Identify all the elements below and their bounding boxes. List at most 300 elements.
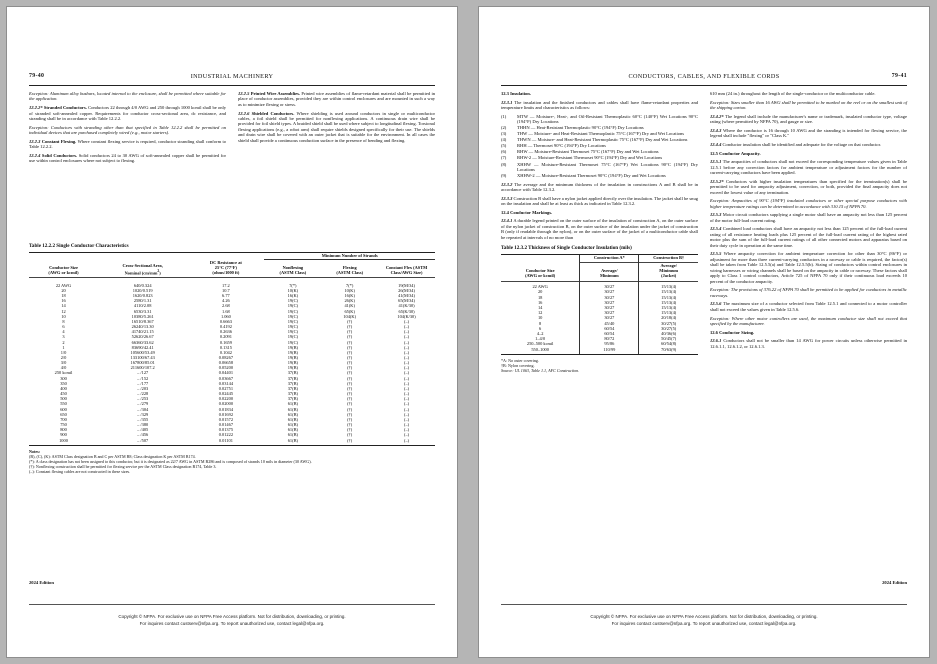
table-cell: 1.060 (220, 313, 231, 319)
page-footer-right (501, 614, 907, 627)
section-number: 12.5.2* (710, 178, 724, 184)
section-body: Construction B shall have a nylon jacket applied directly over the insulation. The jacket shall be snug on the insulation and shall be at least as thick as indicated in Table 12.3.2. (501, 195, 699, 207)
table-cell: (–) (403, 411, 410, 417)
table-1222-caption: Table 12.2.2 Single Conductor Characteristics (29, 243, 129, 249)
section-paragraph (710, 179, 907, 195)
section-number: 12.5.3 (710, 212, 722, 218)
table-cell: 12 (61, 308, 66, 314)
table-cell: 19(B) (287, 344, 298, 350)
column-left-1 (29, 91, 226, 167)
table-row (29, 438, 435, 446)
table-cell: 37(B) (287, 380, 298, 386)
section-paragraph (501, 196, 698, 207)
section-number: 12.3.1 (501, 99, 513, 105)
list-item-text: RHW-2 — Moisture-Resistant Thermoset 90°C (194°F) Dry and Wet Locations (517, 155, 663, 161)
table-cell: (–) (403, 422, 410, 428)
table-cell: 640/0.324 (133, 282, 152, 288)
table-cell: 0.08267 (218, 355, 234, 360)
table-cell: 66360/33.62 (131, 339, 154, 345)
table-cell: 15/13(4) (639, 282, 698, 290)
table-cell: 17.2 (222, 282, 230, 288)
table-cell: 61(B) (287, 416, 298, 422)
table-cell: (†) (347, 324, 353, 330)
table-cell: 450 (60, 391, 67, 397)
table-cell: 0.06658 (218, 360, 234, 366)
table-cell: 19(C) (287, 318, 298, 324)
page-folio-left: 79-40 (29, 73, 45, 79)
list-item (501, 131, 698, 136)
table-cell: 105600/53.49 (130, 349, 155, 355)
table-cell: (–) (403, 344, 410, 350)
col-header-construction-b: Construction B† (639, 255, 698, 263)
table-cell: 10(K) (287, 287, 299, 293)
table-note: (B), (C), (K): ASTM Class designation B and C per ASTM B8; Class designation K per ASTM B174. (29, 453, 196, 459)
table-cell: 18 (61, 293, 66, 299)
document-page-right (478, 6, 930, 658)
table-cell: 19(B) (287, 365, 298, 371)
table-cell: 10(K) (344, 287, 355, 293)
col-header-average-minimum: Average/ Minimum (580, 263, 639, 281)
table-cell: (–) (403, 339, 410, 345)
table-cell: 19(C) (287, 308, 298, 314)
table-1222-body (29, 280, 435, 445)
table-cell: 7(*) (346, 282, 354, 288)
table-1232-wrap (501, 245, 698, 372)
table-cell: 22 AWG (532, 284, 548, 290)
table-cell: 26(K) (344, 298, 355, 304)
section-body: Where the conductor is 16 through 10 AWG and the stranding is intended for flexing service, the legend shall include "flexing" or "Class K." (710, 127, 907, 139)
table-cell: – /152 (137, 375, 149, 381)
table-cell: (–) (403, 349, 410, 355)
table-cell: 7(*) (289, 282, 297, 288)
table-cell: 8 (539, 320, 542, 326)
footer-copyright: Copyright © NFPA. For exclusive use on NFPA Free Access platform. Not for distribution, downloading, or printing. (590, 614, 818, 620)
table-1222-wrap (29, 243, 435, 474)
table-cell: 900 (60, 432, 67, 438)
table-cell: 30/27(5) (639, 321, 698, 326)
section-number: 12.4.2* (710, 113, 724, 119)
table-cell: 41(K) (344, 303, 355, 309)
table-cell: (†) (347, 375, 353, 381)
table-cell: 19(C) (287, 298, 298, 304)
col-header-conductor-size: Conductor Size (AWG or kcmil) (48, 264, 79, 276)
table-cell: (–) (403, 432, 410, 438)
section-number: 12.2.6 (238, 110, 250, 116)
table-cell: 40/36(6) (639, 331, 698, 336)
section-number: 12.2.5 (238, 91, 250, 96)
col-header-dc-resistance: DC Resistance at 25°C (77°F) (ohms/1000 ft) (209, 259, 242, 276)
exception-paragraph: Exception: Ampacities of 90°C (194°F) insulated conductors or other special purpose conductors with higher temperature ratings can be determined in accordance with 310.15 of NFPA 70. (710, 198, 907, 209)
table-cell: 19(C) (287, 329, 298, 335)
table-1222-head (29, 253, 435, 281)
exception-paragraph: Exception: Sizes smaller than 16 AWG shall be permitted to be marked on the reel or on the smallest unit of the shipping carton. (710, 99, 907, 111)
table-1232-grouprow (501, 255, 698, 263)
section-heading: Stranded Conductors. (43, 105, 87, 111)
exception-paragraph: Exception: Where other motor controllers are used, the maximum conductor size shall not exceed that specified by the manufacturer. (710, 315, 907, 327)
list-item-text: MTW — Moisture-, Heat-, and Oil-Resistant Thermoplastic 60°C (140°F) Wet Locations 90°C (194°F) Dry Locations (517, 113, 698, 125)
table-note: (–): Constant flexing cables are not constructed in these sizes. (29, 468, 131, 474)
table-cell: 52620/26.67 (131, 334, 154, 340)
table-cell: 19(B) (287, 355, 298, 360)
table-cell: 95/86 (580, 341, 639, 346)
list-item-text: THWN — Moisture- and Heat-Resistant Thermoplastic 75°C (167°F) Dry and Wet Locations (517, 137, 688, 143)
table-1222-group-header: Minimum Number of Strands (264, 253, 435, 260)
table-cell: 0.4192 (219, 324, 232, 330)
edition-label-right: 2024 Edition (882, 580, 907, 585)
table-cell: (†) (347, 391, 353, 397)
table-cell: (–) (403, 324, 410, 330)
table-cell: 19(M/34) (398, 282, 415, 288)
column-left-2 (238, 91, 435, 167)
section-number: 12.6.1 (710, 338, 722, 344)
list-item-text: XHHW — Moisture-Resistant Thermoset 75°C (167°F) Wet Locations 90°C (194°F) Dry Locations (517, 161, 698, 172)
table-note: (*): A class designation has not been assigned to this conductor, but it is designated as 22/7 AWG in ASTM B286 and is composed of strands 10 mils in diameter (30 AWG). (29, 458, 312, 464)
section-number: 12.4.4 (710, 141, 722, 147)
list-item (501, 137, 698, 142)
list-item (501, 162, 698, 173)
table-cell: 6.77 (222, 293, 230, 299)
table-cell: 500 (60, 396, 67, 402)
table-cell: 37(B) (287, 375, 298, 381)
table-cell: 30/27 (580, 305, 639, 310)
list-item-number: (2) (501, 125, 507, 131)
list-item (501, 125, 698, 130)
table-1232-footnotes (501, 358, 698, 373)
table-cell: (–) (403, 427, 410, 433)
table-cell: 2/0 (60, 355, 67, 360)
table-cell: 0.02200 (218, 396, 234, 402)
table-cell: 19(C) (287, 339, 298, 345)
table-cell: 0.2636 (219, 329, 232, 335)
table-cell: 41(K/30) (398, 303, 415, 309)
table-cell: 41740/21.15 (131, 329, 154, 335)
table-cell: 20/18(4) (639, 315, 698, 320)
running-head-title-right: CONDUCTORS, CABLES, AND FLEXIBLE CORDS (628, 73, 780, 80)
table-cell: 19(C) (287, 334, 298, 340)
table-cell: 300 (60, 375, 67, 381)
table-1232-body (501, 282, 698, 355)
table-cell: 4.26 (222, 298, 230, 304)
body-columns-right (501, 91, 907, 373)
table-cell: 30/27(5) (639, 326, 698, 331)
table-cell: – /405 (137, 427, 149, 433)
table-cell: 83690/42.41 (131, 344, 154, 350)
body-columns-left (29, 91, 435, 167)
table-cell: 60/54 (580, 331, 639, 336)
table-cell: 65(K) (344, 308, 355, 314)
section-heading: Constant Flexing. (41, 138, 77, 144)
table-cell: 26240/13.30 (131, 324, 154, 330)
list-item-number: (4) (501, 137, 507, 143)
section-number: 12.5.4 (710, 226, 722, 232)
list-item (501, 173, 698, 178)
page-footer-left (29, 614, 435, 627)
table-1232-header-row (501, 263, 698, 281)
table-cell: 19(C) (287, 324, 298, 330)
running-head-rule-right (501, 85, 907, 86)
table-cell: – /456 (137, 432, 149, 438)
table-1222 (29, 252, 435, 446)
col-header-constant-flex: Constant Flex (ASTM Class/AWG Size) (385, 264, 428, 276)
table-cell: – /507 (137, 437, 149, 443)
table-cell: 16 (61, 298, 66, 304)
table-cell: 0.01572 (218, 416, 234, 422)
table-cell: (–) (403, 355, 410, 360)
section-heading: Solid Conductors. (41, 152, 78, 158)
table-cell: 19(C) (287, 313, 298, 319)
table-row (29, 280, 435, 288)
table-1222-grouprow (29, 253, 435, 260)
section-number: 12.3.3 (501, 195, 513, 201)
section-body: The average and the minimum thickness of the insulation in constructions A and B shall be in accordance with Table 12.3.2. (501, 181, 698, 193)
edition-label-left: 2024 Edition (29, 580, 54, 585)
table-cell: (†) (347, 370, 353, 376)
table-cell: 0.05200 (218, 365, 234, 371)
section-paragraph (710, 142, 907, 147)
table-cell: 104(K/30) (397, 313, 416, 319)
section-number: 12.4.3 (710, 127, 722, 133)
table-cell: 2.68 (222, 303, 230, 309)
section-body: Where shielding is used around conductors in single or multiconductor cables, a foil shield shall be permitted for nonflexing applications. A continuous drain wire shall be provided for foil shield types. A braided shield shall be used where subject to longitudinal flexing. Torsional flexing applications (e.g., a robot arm) shall require shields designed specifically for their use. The shields and drain wire shall be covered with an outer jacket that is suitable for the environment. In all cases the shield shall provide a continuous conduction surface in the presence of bending and flexing. (238, 110, 435, 143)
section-number: 12.2.2* (29, 105, 43, 111)
section-heading: 12.4 Conductor Markings. (501, 209, 553, 215)
table-cell: 70/63(9) (639, 347, 698, 355)
table-cell: 22 AWG (55, 282, 72, 288)
section-paragraph (710, 91, 907, 96)
table-cell: 0.2091 (219, 334, 232, 340)
table-cell: 0.03667 (218, 375, 234, 381)
section-body: Conductors shall not be smaller than 14 AWG for power circuits unless otherwise permitted in 12.6.1.1, 12.6.1.2, or 12.6.1.3. (710, 338, 907, 349)
list-item-text: XHHW-2 — Moisture-Resistant Thermoset 90°C (194°F) Dry and Wet Locations (517, 173, 666, 179)
section-number: 12.4.1 (501, 218, 513, 224)
table-cell: 1000 (59, 437, 68, 443)
table-cell: (–) (403, 391, 410, 397)
table-cell: 37(B) (287, 396, 298, 402)
table-cell: – /355 (137, 416, 149, 422)
section-body: Conductors 22 through 4/0 AWG and 250 through 1000 kcmil shall be only of stranded soft-annealed copper. Requirements for conductor cross-sectional area, dc resistance, and stranding shall be in accordance with Table 12.2.2. (29, 105, 227, 121)
section-number: 12.2.3 (29, 138, 41, 144)
section-heading: Printed Wire Assemblies. (250, 91, 301, 96)
table-cell: 1–4/0 (535, 336, 546, 342)
table-cell: 0.02000 (218, 401, 234, 407)
table-cell: 600 (60, 406, 67, 412)
table-cell: (†) (347, 349, 353, 355)
table-cell: 60/54 (580, 326, 639, 331)
table-cell: (–) (403, 401, 410, 407)
table-cell: 50/45(7) (639, 336, 698, 341)
table-cell: 400 (60, 385, 67, 391)
table-cell: 41(M/34) (398, 293, 415, 299)
table-footnote: *A: No outer covering. (501, 357, 539, 363)
list-item-number: (5) (501, 143, 507, 149)
list-item (501, 155, 698, 160)
table-cell: (†) (347, 385, 353, 391)
table-cell: 1620/0.823 (132, 293, 153, 299)
table-cell: 65(K/30) (398, 308, 415, 314)
section-body: A durable legend printed on the outer surface of the insulation of construction A, on the outer surface of the nylon jacket of construction B, on the outer surface of the insulation under the jacket of construction B (only if readable through the nylon), or on the outer surface of the jacket of a multiconductor cable shall be repeated at intervals of no more than (501, 218, 698, 240)
section-paragraph (29, 139, 226, 150)
table-cell: (–) (403, 396, 410, 402)
table-cell: (†) (347, 416, 353, 422)
section-body: Conductors with higher insulation temperatures than specified for the termination(s) shall be permitted to be used for ampacity adjustment, correction, or both, provided the final ampacity does not exceed the lowest value of any termination. (710, 178, 907, 195)
table-cell: 10 (537, 315, 543, 321)
table-1222-header-row (29, 260, 435, 278)
table-cell: (–) (403, 365, 410, 371)
table-cell: 16510/8.367 (131, 318, 154, 324)
section-number: 12.5.1 (710, 159, 722, 165)
table-cell: 14 (61, 303, 66, 309)
table-cell: (†) (347, 365, 353, 371)
table-1232 (501, 254, 698, 355)
table-cell: (–) (403, 360, 410, 366)
exception-paragraph: Exception: Conductors with stranding other than that specified in Table 12.2.2 shall be permitted on individual devices that are purchased completely wired (e.g., motor starters). (29, 124, 226, 136)
list-item-text: RHW — Moisture-Resistant Thermoset 75°C (167°F) Dry and Wet Locations (517, 149, 659, 155)
table-cell: 650 (60, 411, 67, 417)
table-cell: (–) (403, 406, 410, 412)
table-cell: – /177 (137, 380, 149, 386)
table-cell: 30/27 (580, 289, 639, 294)
section-body: Solid conductors 24 to 30 AWG of soft-annealed copper shall be permitted for use within control enclosures where not subject to flexing. (29, 152, 226, 164)
table-cell: 4110/2.08 (133, 303, 152, 309)
table-cell: 4–2 (536, 330, 544, 336)
table-cell: 61(B) (287, 422, 298, 428)
table-1232-caption: Table 12.3.2 Thickness of Single Conductor Insulation (mils) (501, 245, 632, 252)
list-item-number: (9) (501, 173, 507, 179)
section-paragraph (238, 91, 435, 107)
table-cell: 0.04401 (218, 370, 234, 376)
table-cell: 1 (62, 344, 65, 350)
table-cell: 30/27 (580, 295, 639, 300)
table-cell: 1/0 (60, 349, 67, 355)
notes-label: Notes: (29, 448, 41, 454)
col-header-cross-sectional-area: Cross-Sectional Area, Nominal $(cm/mm^2)$ (122, 263, 163, 276)
footer-contact: For inquires contact custserv@nfpa.org. To report unauthorized use, contact legal@nfpa.org. (611, 620, 797, 626)
section-heading: Shielded Conductors. (251, 110, 295, 116)
table-1222-notes (29, 449, 435, 474)
col-header-average-minimum-jacket: Average/ Minimum (Jacket) (639, 263, 698, 281)
table-cell: 61(B) (287, 401, 298, 407)
list-item-number: (7) (501, 155, 507, 161)
page-folio-right: 79-41 (891, 73, 907, 79)
list-item-number: (1) (501, 113, 507, 119)
section-body: Combined load conductors shall have an ampacity not less than 125 percent of the full-load current rating of all resistance heating loads plus 125 percent of the full-load current rating of the highest rated motor plus the sum of the full-load current ratings of all other connected motors and apparatus based on their duty cycle in operation at the same time. (710, 226, 907, 248)
table-cell: 61(B) (287, 432, 298, 438)
table-cell: 19(C) (287, 303, 298, 309)
table-cell: 15/13(4) (639, 289, 698, 294)
list-item-text: RHH — Thermoset 90°C (194°F) Dry Locations (517, 143, 606, 149)
table-cell: (–) (403, 329, 410, 335)
section-paragraph (710, 251, 907, 284)
section-number: 12.3.2 (501, 181, 513, 187)
table-cell: 1.68 (222, 308, 230, 314)
col-header-construction-a: Construction A* (580, 255, 639, 263)
section-body: Where ampacity correction for ambient temperature correction for other than 30°C (86°F) or adjustment for more than three current-carrying conductors in a raceway or cable is required, the factor(s) shall be taken from Table 12.5.5(a) and Table 12.5.5(b). Sizing of conductors within control enclosures in wiring harnesses or wiring channels shall be based on the ampacity in cable or raceway. These factors shall apply to Class 1 control conductors, Article 725 of NFPA 70 only if their continuous load exceeds 10 percent of the conductor ampacity. (710, 251, 907, 284)
table-cell: 15/13(4) (639, 305, 698, 310)
table-cell: 45/40 (580, 321, 639, 326)
section-paragraph (710, 338, 907, 349)
table-cell: – /253 (137, 396, 149, 402)
table-cell: 12 (537, 310, 543, 316)
table-cell: 250 kcmil (54, 370, 73, 376)
table-cell: 350 (60, 380, 67, 386)
section-body: The insulation and the finished conductors and cables shall have flame-retardant properties and temperature limits and characteristics as follows: (501, 99, 698, 111)
table-cell: (†) (347, 411, 353, 417)
table-cell: 104(K) (343, 313, 357, 319)
table-cell: 30/27 (580, 282, 639, 290)
section-paragraph (710, 128, 907, 139)
footer-copyright: Copyright © NFPA. For exclusive use on NFPA Free Access platform. Not for distribution, downloading, or printing. (118, 614, 346, 620)
section-heading: 12.3 Insulation. (501, 91, 531, 96)
section-body: 610 mm (24 in.) throughout the length of the single-conductor or the multiconductor cable. (710, 91, 876, 96)
table-cell: 19(B) (287, 360, 298, 366)
table-cell: (–) (403, 334, 410, 340)
list-item-text: THHN — Heat-Resistant Thermoplastic 90°C (194°F) Dry Locations (517, 125, 644, 131)
table-cell: 37(B) (287, 385, 298, 391)
table-cell: (–) (403, 385, 410, 391)
section-body: Where constant flexing service is required, conductor stranding shall conform to Table 12.2.2. (29, 138, 227, 150)
table-cell: (–) (403, 375, 410, 381)
table-cell: 26(M/34) (398, 287, 415, 293)
column-right-2 (710, 91, 907, 373)
table-cell: 800 (60, 427, 67, 433)
section-body: The maximum size of a conductor selected from Table 12.5.1 and connected to a motor controller shall not exceed the values given in Table 12.5.6. (710, 301, 907, 312)
table-cell: (–) (403, 416, 410, 422)
table-note: (†): Nonflexing construction shall be permitted for flexing service per the ASTM Class designation B174, Table 3. (29, 463, 217, 469)
table-cell: 18 (537, 294, 543, 300)
table-cell: (†) (347, 422, 353, 428)
table-cell: – /279 (137, 401, 149, 407)
table-cell: 167800/85.01 (130, 360, 155, 366)
document-page-left (6, 6, 458, 658)
table-footnote: Source: UL 1063, Table 1.1, AFC Construction. (501, 367, 580, 373)
table-cell: (†) (347, 396, 353, 402)
table-cell: 30/27 (580, 300, 639, 305)
table-footnote: †B: Nylon covering. (501, 362, 535, 368)
table-cell: (†) (347, 329, 353, 335)
table-cell: (†) (347, 339, 353, 345)
table-row (501, 282, 698, 290)
section-body: The ampacities of conductors shall not exceed the corresponding temperature values given in Table 12.5.1 before any correction factors for ambient temperature or adjustment factors for the number of current-carrying conductors have been applied. (710, 159, 907, 176)
table-cell: 0.1659 (219, 339, 232, 345)
table-cell: (†) (347, 380, 353, 386)
section-body: Printed wire assemblies of flame-retardant material shall be permitted in place of conductor assemblies, provided they are within control enclosures and are mounted in such a way as to minimize flexing or stress. (238, 91, 436, 107)
table-cell: 0.01834 (218, 406, 234, 412)
table-cell: 0.01101 (218, 437, 233, 443)
table-cell: 4 (62, 329, 65, 335)
table-cell: (†) (347, 427, 353, 433)
exception-paragraph: Exception: Aluminum alloy busbars, located internal to the enclosure, shall be permitted where suitable for the application. (29, 91, 226, 102)
table-cell: 19(B) (287, 349, 298, 355)
section-number: 12.5.6 (710, 301, 722, 307)
section-paragraph (501, 218, 698, 240)
insulation-type-list (501, 114, 698, 179)
section-paragraph (501, 182, 698, 193)
table-cell: 2 (62, 339, 65, 345)
table-cell: 37(B) (287, 370, 298, 376)
section-paragraph (710, 212, 907, 223)
footer-rule-left (29, 604, 435, 605)
table-cell: 10.7 (222, 287, 230, 293)
table-cell: 211600/107.2 (130, 365, 155, 371)
section-body: The legend shall include the manufacturer's name or trademark, insulated conductor type, voltage rating (where permitted by NFPA 70), and gauge or size. (710, 113, 907, 125)
table-cell: 550 (60, 401, 67, 407)
table-1232-head (501, 255, 698, 282)
table-cell: 65(M/34) (398, 298, 415, 304)
table-cell: (†) (347, 432, 353, 438)
running-head-rule-left (29, 85, 435, 86)
notes-list (29, 454, 435, 474)
table-cell: 1020/0.519 (132, 287, 153, 293)
